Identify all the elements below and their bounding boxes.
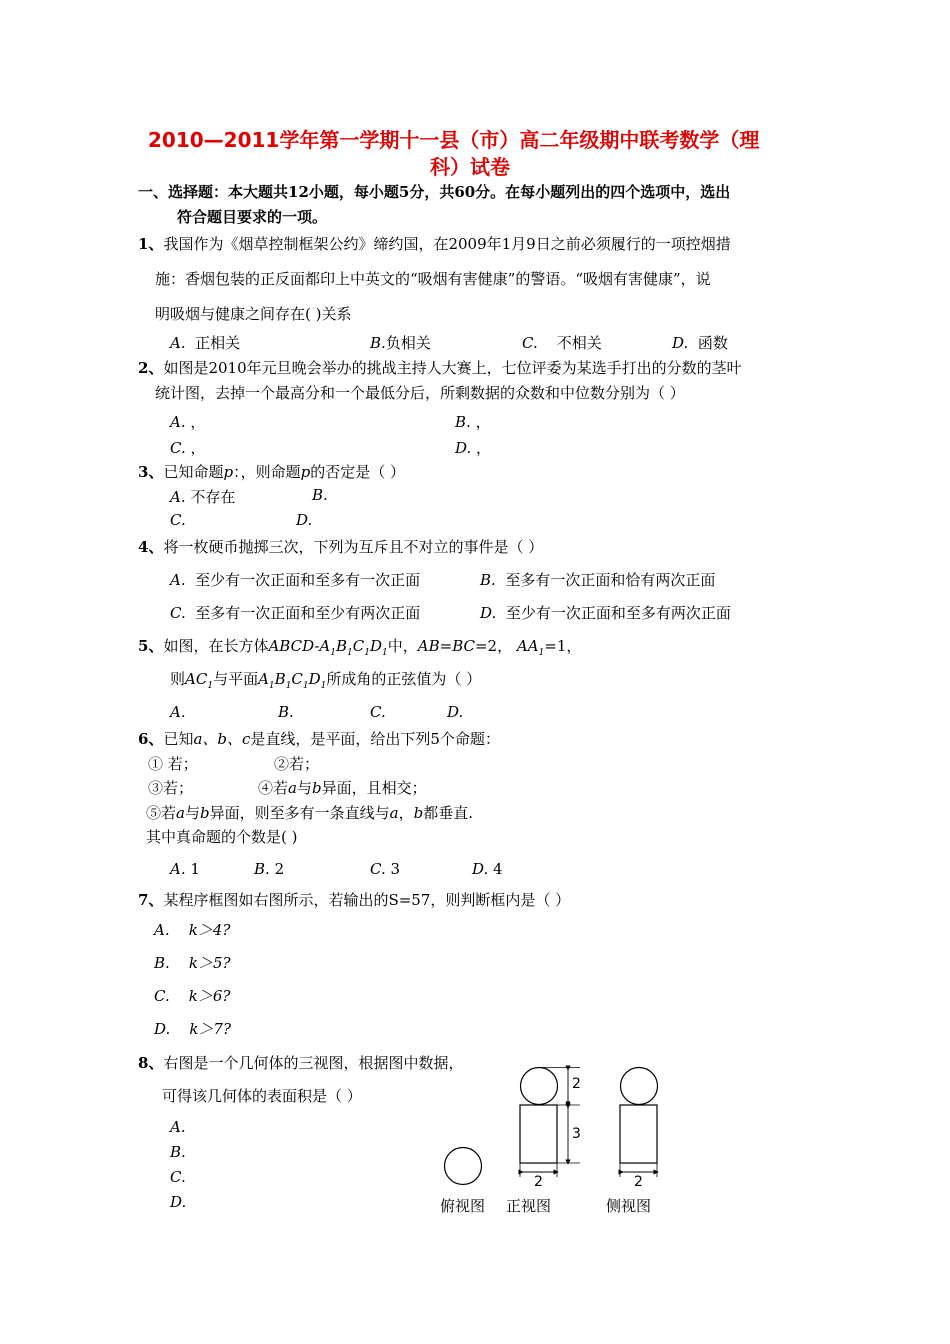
q2-option-c: C. ，: [170, 439, 206, 457]
q3-option-b: B.: [312, 486, 328, 504]
question-1: [138, 233, 731, 254]
caption-front-view: 正视图: [506, 1197, 552, 1215]
q3-option-d: D.: [296, 511, 313, 529]
question-5: 5、如图，在长方体ABCD-$A_1B_1C_1D_1$中，AB=BC=2， $AA_1=1$，: [138, 637, 582, 658]
q5-option-b: B.: [278, 703, 294, 721]
question-5-line2: 则$AC_1$与平面$A_1B_1C_1D_1$所成角的正弦值为（ ）: [170, 670, 482, 691]
q8-option-d: D.: [170, 1193, 187, 1211]
side-view-sphere: [621, 1068, 658, 1105]
q2-option-d: D. ，: [455, 439, 492, 457]
question-1-line3: 明吸烟与健康之间存在( )关系: [155, 305, 352, 323]
question-text: 我国作为《烟草控制框架公约》缔约国，在2009年1月9日之前必须履行的一项控烟措: [163, 235, 731, 253]
question-number: 2、: [138, 359, 164, 377]
q7-option-c: C. k＞6?: [154, 987, 231, 1005]
q7-option-a: A. k＞4?: [154, 921, 231, 939]
q5-option-d: D.: [447, 703, 464, 721]
dim-label-side-width: 2: [634, 1174, 643, 1190]
question-4: [138, 536, 543, 557]
side-view-cylinder: [620, 1105, 657, 1163]
question-number: 6、: [138, 730, 164, 748]
front-view-cylinder: [520, 1105, 557, 1163]
q6-option-a: A. 1: [170, 860, 200, 878]
dim-label-front-width: 2: [534, 1174, 543, 1190]
question-8: [138, 1052, 463, 1073]
q3-option-a: A. 不存在: [170, 488, 236, 506]
top-view-circle: [445, 1148, 482, 1185]
question-number: 4、: [138, 538, 164, 556]
q1-option-b: B.负相关: [370, 334, 431, 352]
q1-option-d: D. 函数: [672, 334, 728, 352]
q1-option-c: C. 不相关: [522, 334, 602, 352]
q6-option-c: C. 3: [370, 860, 401, 878]
q8-option-c: C.: [170, 1168, 186, 1186]
question-8-line2: 可得该几何体的表面积是（ ）: [162, 1087, 362, 1105]
q7-option-d: D. k＞7?: [154, 1020, 232, 1038]
dim-label-height: 3: [572, 1126, 581, 1142]
question-text: 右图是一个几何体的三视图，根据图中数据，: [163, 1054, 464, 1072]
question-number: 1、: [138, 235, 164, 253]
q8-option-b: B.: [170, 1143, 186, 1161]
question-6: 6、已知a、b、c是直线，是平面，给出下列5个命题：: [138, 730, 500, 748]
question-number: 5、: [138, 637, 164, 655]
q6-option-d: D. 4: [472, 860, 503, 878]
q7-option-b: B. k＞5?: [154, 954, 231, 972]
exam-title-line1: 2010—2011学年第一学期十一县（市）高二年级期中联考数学（理: [148, 128, 760, 152]
question-2: [138, 357, 742, 378]
q6-proposition-3: ③若；: [148, 779, 194, 797]
front-view-sphere: [521, 1068, 558, 1105]
q2-option-b: B. ，: [455, 413, 491, 431]
question-text: 将一枚硬币抛掷三次，下列为互斥且不对立的事件是（ ）: [163, 538, 544, 556]
question-1-line2: 施：香烟包装的正反面都印上中英文的“吸烟有害健康”的警语。“吸烟有害健康”，说: [155, 270, 711, 288]
q3-option-c: C.: [170, 511, 186, 529]
section-header-line1: 一、选择题：本大题共12小题，每小题5分，共60分。在每小题列出的四个选项中，选出: [138, 183, 731, 201]
q4-option-b: B. 至多有一次正面和恰有两次正面: [480, 571, 716, 589]
q6-proposition-4: ④若a与b异面，且相交；: [258, 779, 427, 797]
question-number: 7、: [138, 891, 164, 909]
question-3: 3、已知命题p：，则命题p的否定是（ ）: [138, 463, 405, 481]
question-number: 3、: [138, 463, 164, 481]
q5-option-c: C.: [370, 703, 386, 721]
q6-question-line: 其中真命题的个数是( ): [146, 828, 298, 846]
section-header-line2: 符合题目要求的一项。: [177, 208, 328, 226]
q1-option-a: A. 正相关: [170, 334, 241, 352]
q6-option-b: B. 2: [254, 860, 285, 878]
q4-option-c: C. 至多有一次正面和至少有两次正面: [170, 604, 421, 622]
q6-proposition-1: ① 若；: [148, 755, 198, 773]
q4-option-a: A. 至少有一次正面和至多有一次正面: [170, 571, 421, 589]
caption-top-view: 俯视图: [440, 1197, 486, 1215]
question-2-line2: 统计图，去掉一个最高分和一个最低分后，所剩数据的众数和中位数分别为（ ）: [155, 384, 685, 402]
q8-option-a: A.: [170, 1118, 186, 1136]
question-text: 如图是2010年元旦晚会举办的挑战主持人大赛上，七位评委为某选手打出的分数的茎叶: [163, 359, 742, 377]
caption-side-view: 侧视图: [606, 1197, 652, 1215]
question-number: 8、: [138, 1054, 164, 1072]
exam-title-line2: 科）试卷: [430, 155, 510, 179]
dim-label-sphere: 2: [572, 1076, 581, 1092]
q2-option-a: A. ，: [170, 413, 206, 431]
question-7: [138, 889, 570, 910]
question-text: 某程序框图如右图所示，若输出的S=57，则判断框内是（ ）: [163, 891, 571, 909]
q6-proposition-5: ⑤若a与b异面，则至多有一条直线与a，b都垂直.: [146, 804, 473, 822]
q6-proposition-2: ②若；: [274, 755, 320, 773]
q4-option-d: D. 至少有一次正面和至多有两次正面: [480, 604, 731, 622]
q5-option-a: A.: [170, 703, 186, 721]
